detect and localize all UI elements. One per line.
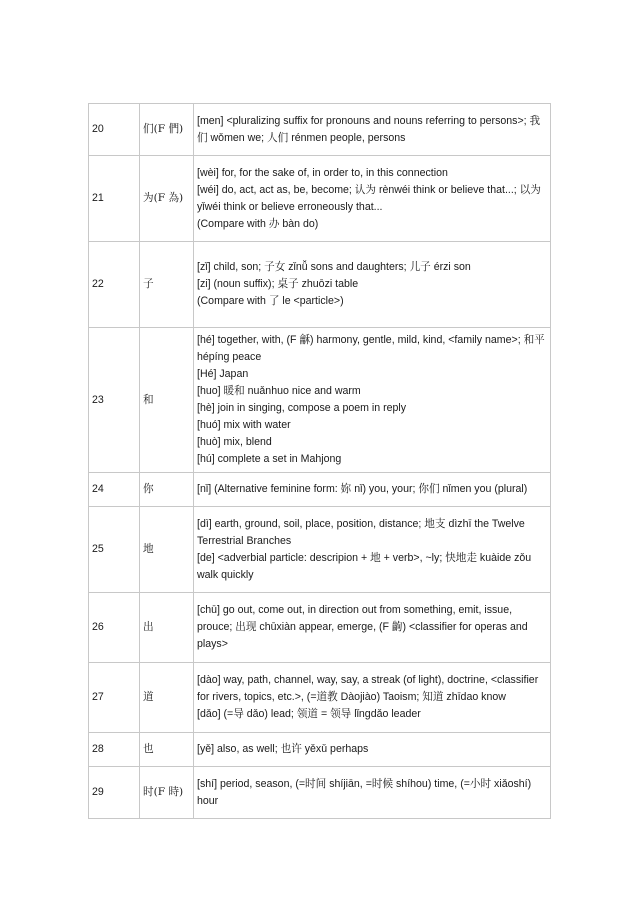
entry-number: 22 [89,242,140,328]
entry-character: 地 [140,507,194,593]
entry-definition [194,593,551,663]
table-row [89,767,551,819]
definition-line: [wèi] for, for the sake of, in order to, in this connection [197,166,448,179]
definition-line: [chū] go out, come out, in direction out from something, emit, issue, prouce; 出现 chūxiàn appear, emerge, (F 齣) <classifier for operas and plays> [197,604,528,650]
entry-character: 子 [140,242,194,328]
entry-definition [194,663,551,733]
definition-line: [zǐ] child, son; 子女 zǐnǚ sons and daughters; 儿子 érzi son [197,261,471,273]
definition-line: [dào] way, path, channel, way, say, a streak (of light), doctrine, <classifier for rivers, topics, etc.>, (=道教 Dàojiào) Taoism; 知道 zhīdao know [197,674,539,703]
definition-line: [yě] also, as well; 也许 yěxǔ perhaps [197,743,369,755]
entry-definition [194,767,551,819]
definition-line: (Compare with 了 le <particle>) [197,295,344,307]
definition-line: [shí] period, season, (=时间 shíjiān, =时候 shíhou) time, (=小时 xiǎoshí) hour [197,777,532,807]
entry-number: 27 [89,663,140,733]
definition-line: [dǎo] (=导 dǎo) lead; 领道 = 领导 lǐngdǎo leader [197,708,421,720]
entry-character: 出 [140,593,194,663]
definition-line: [Hé] Japan [197,368,249,380]
definition-line: [dì] earth, ground, soil, place, position, distance; 地支 dìzhī the Twelve Terrestrial Branches [197,517,525,547]
entry-number: 24 [89,473,140,507]
dictionary-table [88,103,551,819]
definition-line: [zi] (noun suffix); 桌子 zhuōzi table [197,278,359,290]
definition-line: [hú] complete a set in Mahjong [197,453,342,465]
table-row [89,242,551,328]
entry-definition [194,507,551,593]
definition-line: [de] <adverbial particle: descripion + 地 + verb>, ~ly; 快地走 kuàide zǒu walk quickly [197,551,532,581]
entry-definition [194,104,551,156]
definition-line: [hè] join in singing, compose a poem in reply [197,402,407,414]
definition-line: [nǐ] (Alternative feminine form: 妳 nǐ) you, your; 你们 nǐmen you (plural) [197,483,528,495]
definition-line: [men] <pluralizing suffix for pronouns and nouns referring to persons>; 我们 wǒmen we; 人们 rénmen people, persons [197,114,541,144]
entry-character: 和 [140,328,194,473]
table-row [89,328,551,473]
entry-number: 29 [89,767,140,819]
entry-character: 为(F 為) [140,156,194,242]
table-row [89,593,551,663]
table-row [89,507,551,593]
definition-line: [huò] mix, blend [197,436,272,448]
entry-number: 20 [89,104,140,156]
entry-character: 道 [140,663,194,733]
entry-definition [194,328,551,473]
entry-number: 25 [89,507,140,593]
entry-definition [194,733,551,767]
table-row [89,156,551,242]
entry-definition [194,156,551,242]
entry-character: 们(F 們) [140,104,194,156]
definition-line: (Compare with 办 bàn do) [197,217,319,230]
entry-number: 28 [89,733,140,767]
entry-definition [194,473,551,507]
definition-line: [hé] together, with, (F 龢) harmony, gentle, mild, kind, <family name>; 和平 hépíng peace [197,334,545,363]
dictionary-body [89,104,551,819]
entry-number: 21 [89,156,140,242]
table-row [89,733,551,767]
table-row [89,473,551,507]
entry-number: 23 [89,328,140,473]
entry-character: 也 [140,733,194,767]
entry-character: 时(F 時) [140,767,194,819]
entry-definition [194,242,551,328]
entry-character: 你 [140,473,194,507]
definition-line: [huó] mix with water [197,419,291,431]
entry-number: 26 [89,593,140,663]
table-row [89,663,551,733]
definition-line: [wéi] do, act, act as, be, become; 认为 rènwéi think or believe that...; 以为 yǐwéi think or believe erroneously that... [197,183,541,213]
table-row [89,104,551,156]
definition-line: [huo] 暖和 nuǎnhuo nice and warm [197,385,361,397]
